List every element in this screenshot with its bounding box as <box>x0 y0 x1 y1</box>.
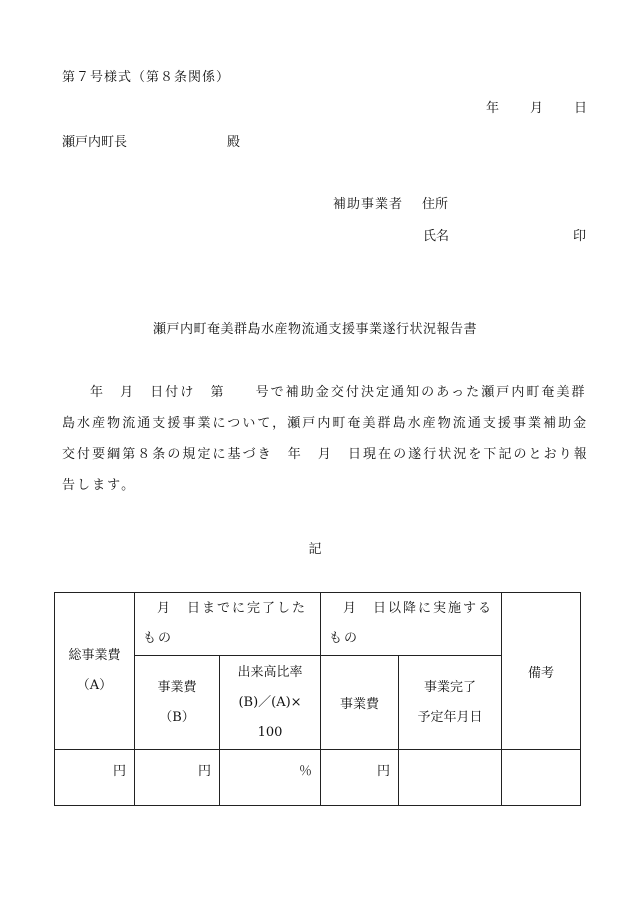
progress-rate-formula-2: 100 <box>257 724 283 740</box>
progress-rate-header <box>220 656 321 750</box>
total-cost-symbol: （A） <box>76 678 113 693</box>
remarks-label: 備考 <box>528 665 555 681</box>
body-paragraph <box>62 377 590 501</box>
progress-table <box>54 592 581 806</box>
yen-unit: 円 <box>112 764 126 779</box>
address-label: 住所 <box>422 197 449 212</box>
yen-unit: 円 <box>197 764 211 779</box>
date-month: 月 <box>530 101 544 116</box>
planned-cost-header <box>321 656 399 750</box>
project-cost-symbol: （B） <box>159 709 195 725</box>
project-cost-cell[interactable] <box>135 750 220 806</box>
date-line <box>486 97 587 116</box>
completion-date-header <box>399 656 502 750</box>
completed-group-header <box>135 593 321 656</box>
planned-cost-label: 事業費 <box>340 697 380 712</box>
remarks-cell[interactable] <box>502 750 581 806</box>
completion-label-2: 予定年月日 <box>417 709 483 725</box>
applicant-label: 補助事業者 <box>333 197 404 212</box>
planned-group-label: 月 日以降に実施する <box>343 601 494 616</box>
completed-group-label: 月 日までに完了した <box>157 601 308 616</box>
total-cost-label: 総事業費 <box>68 648 121 663</box>
yen-unit: 円 <box>377 764 391 779</box>
progress-rate-label: 出来高比率 <box>237 664 303 680</box>
seal-mark: 印 <box>573 229 587 244</box>
body-line: 交付要綱第８条の規定に基づき 年 月 日現在の遂行状況を下記のとおり報 <box>62 447 589 462</box>
honorific: 殿 <box>227 135 241 150</box>
form-number: 第７号様式（第８条関係） <box>62 70 231 85</box>
completed-group-label-2: もの <box>143 631 174 646</box>
ki-heading: 記 <box>308 542 322 557</box>
date-year: 年 <box>486 101 500 116</box>
project-cost-label: 事業費 <box>157 679 197 695</box>
progress-rate-formula: (B)／(A)× <box>238 694 302 710</box>
date-day: 日 <box>574 101 588 116</box>
planned-group-label-2: もの <box>329 631 360 646</box>
planned-cost-cell[interactable] <box>321 750 399 806</box>
completion-date-cell[interactable] <box>399 750 502 806</box>
project-cost-header <box>135 656 220 750</box>
document-title: 瀬戸内町奄美群島水産物流通支援事業遂行状況報告書 <box>152 322 477 337</box>
total-cost-header <box>55 593 135 750</box>
body-line: 告します。 <box>62 478 137 493</box>
addressee <box>62 131 241 150</box>
addressee-name: 瀬戸内町長 <box>62 135 128 150</box>
progress-rate-cell[interactable] <box>220 750 321 806</box>
body-line: 年 月 日付け 第 号で補助金交付決定通知のあった瀬戸内町奄美群 <box>75 385 587 400</box>
body-line: 島水産物流通支援事業について，瀬戸内町奄美群島水産物流通支援事業補助金 <box>62 416 589 431</box>
total-cost-cell[interactable] <box>55 750 135 806</box>
percent-unit: ％ <box>299 764 313 779</box>
remarks-header <box>502 593 581 750</box>
completion-label: 事業完了 <box>424 679 477 695</box>
name-label: 氏名 <box>423 229 450 244</box>
planned-group-header <box>321 593 502 656</box>
